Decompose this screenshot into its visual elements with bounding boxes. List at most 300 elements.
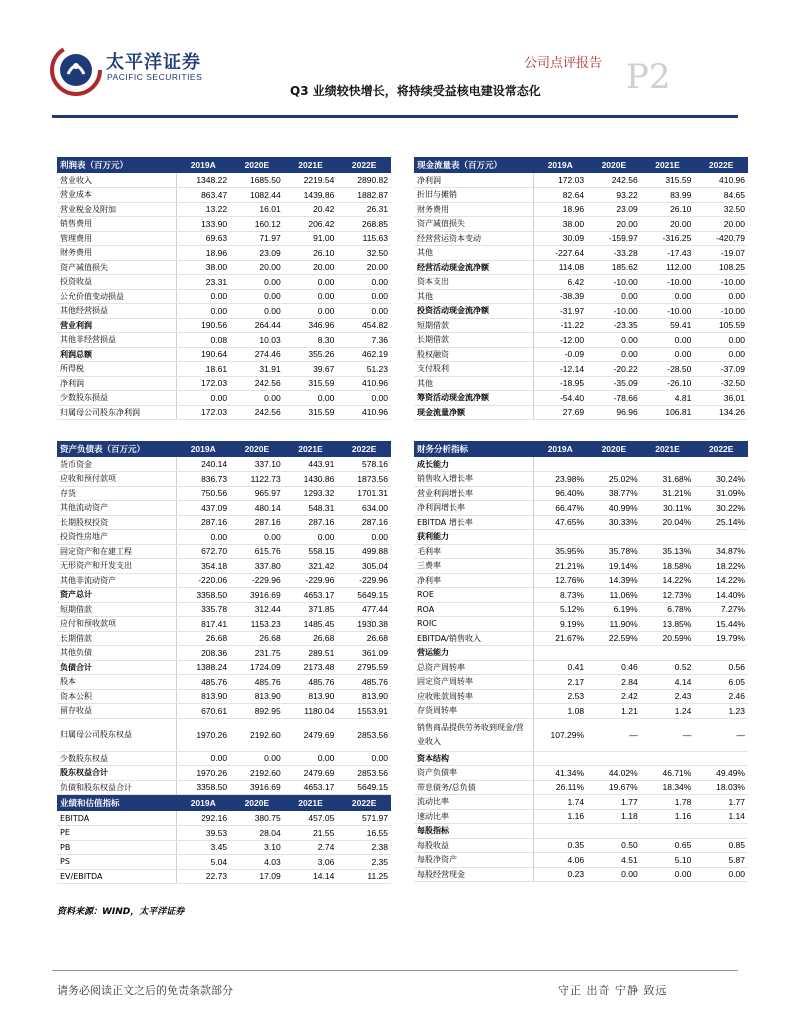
- cell-value: 240.14: [176, 457, 230, 472]
- row-label: 财务费用: [414, 202, 533, 217]
- cell-value: 18.58%: [641, 559, 695, 574]
- cell-value: 315.59: [284, 405, 338, 420]
- cell-value: 292.16: [176, 811, 230, 826]
- cell-value: 0.00: [337, 289, 391, 304]
- cell-value: 0.00: [641, 289, 695, 304]
- cell-value: 4.06: [533, 853, 587, 868]
- row-label: 归属母公司股东权益: [57, 718, 176, 751]
- cell-value: 289.51: [284, 646, 338, 661]
- cell-value: 20.00: [230, 260, 284, 275]
- cell-value: 485.76: [284, 675, 338, 690]
- table-row: [414, 660, 748, 675]
- row-label: 短期借款: [57, 602, 176, 617]
- table-row: [57, 602, 391, 617]
- row-label: 营业利润: [57, 318, 176, 333]
- table-row: [414, 304, 748, 319]
- table-row: [414, 544, 748, 559]
- cell-value: 0.56: [694, 660, 748, 675]
- cell-value: [533, 824, 587, 839]
- table-row: [414, 646, 748, 661]
- table-row: [414, 573, 748, 588]
- table-row: [414, 838, 748, 853]
- cell-value: 0.00: [176, 530, 230, 545]
- cell-value: 355.26: [284, 347, 338, 362]
- row-label: 其他流动资产: [57, 501, 176, 516]
- cell-value: 1.77: [694, 795, 748, 810]
- table-row: [57, 304, 391, 319]
- cell-value: 264.44: [230, 318, 284, 333]
- financial-ratios-table: [414, 441, 748, 882]
- cell-value: 14.22%: [641, 573, 695, 588]
- cell-value: 83.99: [641, 188, 695, 203]
- table-row: [414, 795, 748, 810]
- cell-value: -78.66: [587, 391, 641, 406]
- row-label: 应收和预付款项: [57, 472, 176, 487]
- row-label: 资本公积: [57, 689, 176, 704]
- cell-value: -17.43: [641, 246, 695, 261]
- cell-value: 2.35: [337, 855, 391, 870]
- cell-value: -28.50: [641, 362, 695, 377]
- cell-value: 892.95: [230, 704, 284, 719]
- table-header-row: [57, 795, 391, 811]
- cell-value: 0.50: [587, 838, 641, 853]
- table-row: [57, 501, 391, 516]
- table-row: [414, 391, 748, 406]
- cell-value: 0.00: [694, 347, 748, 362]
- cell-value: 11.25: [337, 869, 391, 884]
- cell-value: 26.10: [641, 202, 695, 217]
- cell-value: 2.43: [641, 689, 695, 704]
- table-row: [57, 347, 391, 362]
- cell-value: 2479.69: [284, 718, 338, 751]
- cell-value: 454.82: [337, 318, 391, 333]
- table-row: [57, 405, 391, 420]
- row-label: EBITDA: [57, 811, 176, 826]
- cell-value: 0.00: [284, 304, 338, 319]
- cell-value: 1122.73: [230, 472, 284, 487]
- cell-value: 25.02%: [587, 472, 641, 487]
- cell-value: 10.03: [230, 333, 284, 348]
- row-label: 长期股权投资: [57, 515, 176, 530]
- cell-value: 172.03: [176, 405, 230, 420]
- cell-value: 0.00: [641, 867, 695, 882]
- row-label: 其他: [414, 246, 533, 261]
- cell-value: 315.59: [284, 376, 338, 391]
- cell-value: -420.79: [694, 231, 748, 246]
- cell-value: -10.00: [641, 275, 695, 290]
- table-row: [414, 289, 748, 304]
- cell-value: 1.78: [641, 795, 695, 810]
- cell-value: 12.73%: [641, 588, 695, 603]
- cell-value: 836.73: [176, 472, 230, 487]
- year-header: 2019A: [176, 157, 230, 173]
- table-row: [57, 617, 391, 632]
- table-row: [414, 704, 748, 719]
- cell-value: -37.09: [694, 362, 748, 377]
- table-row: [57, 246, 391, 261]
- cell-value: 39.67: [284, 362, 338, 377]
- cell-value: [641, 457, 695, 472]
- cell-value: 51.23: [337, 362, 391, 377]
- cell-value: -10.00: [694, 304, 748, 319]
- year-header: 2021E: [284, 795, 338, 811]
- cell-value: [533, 457, 587, 472]
- row-label: 其他经营损益: [57, 304, 176, 319]
- cell-value: -35.09: [587, 376, 641, 391]
- table-row: [414, 405, 748, 420]
- cell-value: 2.38: [337, 840, 391, 855]
- cell-value: 443.91: [284, 457, 338, 472]
- logo-emblem-icon: [50, 44, 102, 96]
- cell-value: 32.50: [694, 202, 748, 217]
- report-headline: Q3 业绩较快增长，将持续受益核电建设常态化: [290, 84, 541, 98]
- row-label: ROE: [414, 588, 533, 603]
- table-row: [414, 275, 748, 290]
- cell-value: 47.65%: [533, 515, 587, 530]
- table-row: [414, 824, 748, 839]
- row-label: 营业成本: [57, 188, 176, 203]
- cell-value: 0.35: [533, 838, 587, 853]
- table-row: [57, 457, 391, 472]
- row-label: 少数股东损益: [57, 391, 176, 406]
- table-row: [57, 544, 391, 559]
- cell-value: 9.19%: [533, 617, 587, 632]
- row-label: 资本结构: [414, 751, 533, 766]
- cell-value: 13.85%: [641, 617, 695, 632]
- row-label: 留存收益: [57, 704, 176, 719]
- cell-value: 315.59: [641, 173, 695, 188]
- valuation-table: [57, 795, 391, 884]
- cell-value: 2219.54: [284, 173, 338, 188]
- year-header: 2022E: [337, 441, 391, 457]
- cell-value: 634.00: [337, 501, 391, 516]
- table-row: [57, 840, 391, 855]
- year-header: 2020E: [587, 441, 641, 457]
- cell-value: 96.40%: [533, 486, 587, 501]
- cell-value: 96.96: [587, 405, 641, 420]
- cell-value: 2.46: [694, 689, 748, 704]
- cell-value: 242.56: [230, 376, 284, 391]
- row-label: 净利率: [414, 573, 533, 588]
- cell-value: 337.80: [230, 559, 284, 574]
- row-label: 净利润: [57, 376, 176, 391]
- cell-value: 5.87: [694, 853, 748, 868]
- cell-value: [587, 751, 641, 766]
- cell-value: 17.09: [230, 869, 284, 884]
- row-label: PE: [57, 826, 176, 841]
- cell-value: 0.00: [284, 530, 338, 545]
- cell-value: 35.13%: [641, 544, 695, 559]
- cell-value: 0.00: [284, 289, 338, 304]
- cell-value: 185.62: [587, 260, 641, 275]
- table-row: [414, 486, 748, 501]
- cell-value: 28.04: [230, 826, 284, 841]
- cell-value: 84.65: [694, 188, 748, 203]
- year-header: 2019A: [533, 441, 587, 457]
- table-row: [414, 246, 748, 261]
- year-header: 2022E: [337, 157, 391, 173]
- cell-value: 268.85: [337, 217, 391, 232]
- row-label: EBITDA 增长率: [414, 515, 533, 530]
- row-label: 筹资活动现金流净额: [414, 391, 533, 406]
- row-label: ROIC: [414, 617, 533, 632]
- cell-value: 1.18: [587, 809, 641, 824]
- cell-value: 22.73: [176, 869, 230, 884]
- cell-value: 0.00: [337, 275, 391, 290]
- cell-value: [694, 646, 748, 661]
- cell-value: -316.25: [641, 231, 695, 246]
- table-row: [57, 530, 391, 545]
- cell-value: 20.00: [641, 217, 695, 232]
- table-row: [57, 573, 391, 588]
- table-row: [57, 588, 391, 603]
- year-header: 2019A: [533, 157, 587, 173]
- table-row: [414, 766, 748, 781]
- cell-value: 1970.26: [176, 766, 230, 781]
- cell-value: -10.00: [694, 275, 748, 290]
- cell-value: 2.17: [533, 675, 587, 690]
- cell-value: 485.76: [176, 675, 230, 690]
- year-header: 2022E: [337, 795, 391, 811]
- table-row: [414, 217, 748, 232]
- cell-value: 14.39%: [587, 573, 641, 588]
- cell-value: 18.96: [176, 246, 230, 261]
- table-row: [414, 457, 748, 472]
- table-row: [57, 376, 391, 391]
- year-header: 2021E: [284, 441, 338, 457]
- table-row: [57, 675, 391, 690]
- cell-value: -32.50: [694, 376, 748, 391]
- cell-value: 0.85: [694, 838, 748, 853]
- cell-value: 287.16: [284, 515, 338, 530]
- cell-value: -229.96: [337, 573, 391, 588]
- cell-value: 1388.24: [176, 660, 230, 675]
- row-label: 其他负债: [57, 646, 176, 661]
- table-row: [57, 217, 391, 232]
- cell-value: 1.16: [641, 809, 695, 824]
- cell-value: 1082.44: [230, 188, 284, 203]
- row-label: 资产减值损失: [414, 217, 533, 232]
- cell-value: 312.44: [230, 602, 284, 617]
- cell-value: 1553.91: [337, 704, 391, 719]
- data-source-note: 资料来源：WIND，太平洋证券: [57, 907, 185, 917]
- cell-value: 287.16: [176, 515, 230, 530]
- table-header-row: [414, 441, 748, 457]
- row-label: 销售商品提供劳务收到现金/营业收入: [414, 718, 533, 751]
- cell-value: 1293.32: [284, 486, 338, 501]
- cell-value: 337.10: [230, 457, 284, 472]
- cell-value: 31.21%: [641, 486, 695, 501]
- cell-value: 38.00: [533, 217, 587, 232]
- year-header: 2022E: [694, 157, 748, 173]
- table-row: [414, 530, 748, 545]
- row-label: 净利润增长率: [414, 501, 533, 516]
- cell-value: 5649.15: [337, 588, 391, 603]
- cell-value: 14.22%: [694, 573, 748, 588]
- table-row: [414, 853, 748, 868]
- cell-value: 410.96: [337, 376, 391, 391]
- cell-value: 44.02%: [587, 766, 641, 781]
- cell-value: 1873.56: [337, 472, 391, 487]
- row-label: 折旧与摊销: [414, 188, 533, 203]
- cell-value: 30.33%: [587, 515, 641, 530]
- cell-value: 410.96: [694, 173, 748, 188]
- cell-value: 16.01: [230, 202, 284, 217]
- table-row: [414, 231, 748, 246]
- cell-value: 0.00: [587, 289, 641, 304]
- table-row: [414, 588, 748, 603]
- year-header: 2020E: [230, 795, 284, 811]
- row-label: 资产负债率: [414, 766, 533, 781]
- cell-value: 4653.17: [284, 588, 338, 603]
- cell-value: 21.55: [284, 826, 338, 841]
- cell-value: 2853.56: [337, 766, 391, 781]
- cell-value: -33.28: [587, 246, 641, 261]
- cell-value: 5.10: [641, 853, 695, 868]
- logo-chinese-name: 太平洋证券: [106, 52, 201, 73]
- logo-english-name: PACIFIC SECURITIES: [107, 72, 203, 82]
- table-row: [414, 472, 748, 487]
- cell-value: 965.97: [230, 486, 284, 501]
- cell-value: 71.97: [230, 231, 284, 246]
- cell-value: 35.78%: [587, 544, 641, 559]
- cell-value: 0.00: [337, 751, 391, 766]
- cell-value: 0.00: [694, 867, 748, 882]
- cell-value: 1153.23: [230, 617, 284, 632]
- cell-value: 0.23: [533, 867, 587, 882]
- cell-value: 19.79%: [694, 631, 748, 646]
- cell-value: 26.68: [176, 631, 230, 646]
- cell-value: -19.07: [694, 246, 748, 261]
- cell-value: -12.14: [533, 362, 587, 377]
- cell-value: 0.00: [587, 333, 641, 348]
- cell-value: 305.04: [337, 559, 391, 574]
- cell-value: -10.00: [641, 304, 695, 319]
- cell-value: —: [694, 718, 748, 751]
- row-label: 经营活动现金流净额: [414, 260, 533, 275]
- cell-value: 2192.60: [230, 718, 284, 751]
- table-row: [57, 472, 391, 487]
- row-label: 每股经营现金: [414, 867, 533, 882]
- cell-value: 0.00: [176, 304, 230, 319]
- cell-value: 1724.09: [230, 660, 284, 675]
- cell-value: 0.00: [694, 333, 748, 348]
- cell-value: 20.00: [337, 260, 391, 275]
- cell-value: 18.34%: [641, 780, 695, 795]
- cell-value: 13.22: [176, 202, 230, 217]
- table-row: [414, 362, 748, 377]
- cell-value: 1.77: [587, 795, 641, 810]
- cell-value: 23.98%: [533, 472, 587, 487]
- cell-value: [641, 751, 695, 766]
- income-statement-table: [57, 157, 391, 420]
- cell-value: 59.41: [641, 318, 695, 333]
- table-row: [414, 188, 748, 203]
- table-row: [57, 173, 391, 188]
- row-label: 股本: [57, 675, 176, 690]
- cell-value: 3.06: [284, 855, 338, 870]
- cell-value: 615.76: [230, 544, 284, 559]
- cell-value: 35.95%: [533, 544, 587, 559]
- cell-value: 410.96: [337, 405, 391, 420]
- cell-value: 558.15: [284, 544, 338, 559]
- cell-value: 3358.50: [176, 588, 230, 603]
- cell-value: 0.00: [230, 530, 284, 545]
- cell-value: 0.46: [587, 660, 641, 675]
- cell-value: 11.90%: [587, 617, 641, 632]
- row-label: 销售收入增长率: [414, 472, 533, 487]
- cell-value: 1180.04: [284, 704, 338, 719]
- cell-value: 1.23: [694, 704, 748, 719]
- row-label: 其他非经营损益: [57, 333, 176, 348]
- cell-value: 20.42: [284, 202, 338, 217]
- cell-value: 36.01: [694, 391, 748, 406]
- row-label: 销售费用: [57, 217, 176, 232]
- cell-value: 0.00: [337, 391, 391, 406]
- cell-value: 26.10: [284, 246, 338, 261]
- cell-value: 23.09: [230, 246, 284, 261]
- cell-value: 66.47%: [533, 501, 587, 516]
- row-label: 营运能力: [414, 646, 533, 661]
- cell-value: 477.44: [337, 602, 391, 617]
- cell-value: 172.03: [176, 376, 230, 391]
- cell-value: 6.19%: [587, 602, 641, 617]
- cell-value: [587, 457, 641, 472]
- cell-value: 1430.86: [284, 472, 338, 487]
- table-header-row: [57, 157, 391, 173]
- cell-value: 2795.59: [337, 660, 391, 675]
- cell-value: 750.56: [176, 486, 230, 501]
- cell-value: 354.18: [176, 559, 230, 574]
- cell-value: 335.78: [176, 602, 230, 617]
- cell-value: 437.09: [176, 501, 230, 516]
- row-label: 其他: [414, 376, 533, 391]
- cell-value: 38.77%: [587, 486, 641, 501]
- cell-value: 813.90: [230, 689, 284, 704]
- table-row: [57, 362, 391, 377]
- cell-value: 20.59%: [641, 631, 695, 646]
- cell-value: 27.69: [533, 405, 587, 420]
- cell-value: [694, 824, 748, 839]
- row-label: 应付和预收款项: [57, 617, 176, 632]
- table-row: [57, 289, 391, 304]
- row-label: 获利能力: [414, 530, 533, 545]
- cell-value: 18.96: [533, 202, 587, 217]
- cell-value: 40.99%: [587, 501, 641, 516]
- row-label: 其他非流动资产: [57, 573, 176, 588]
- cell-value: 30.24%: [694, 472, 748, 487]
- year-header: 2021E: [284, 157, 338, 173]
- cell-value: 287.16: [337, 515, 391, 530]
- cell-value: 16.55: [337, 826, 391, 841]
- cell-value: -229.96: [284, 573, 338, 588]
- cell-value: 19.14%: [587, 559, 641, 574]
- cell-value: 41.34%: [533, 766, 587, 781]
- row-label: 固定资产和在建工程: [57, 544, 176, 559]
- row-label: 长期借款: [414, 333, 533, 348]
- cell-value: 4.81: [641, 391, 695, 406]
- cell-value: 0.00: [337, 304, 391, 319]
- cell-value: 1882.87: [337, 188, 391, 203]
- cell-value: 112.00: [641, 260, 695, 275]
- cell-value: 672.70: [176, 544, 230, 559]
- cell-value: 26.68: [337, 631, 391, 646]
- cell-value: [694, 457, 748, 472]
- table-row: [57, 318, 391, 333]
- cell-value: 1685.50: [230, 173, 284, 188]
- cell-value: 21.21%: [533, 559, 587, 574]
- cell-value: 1485.45: [284, 617, 338, 632]
